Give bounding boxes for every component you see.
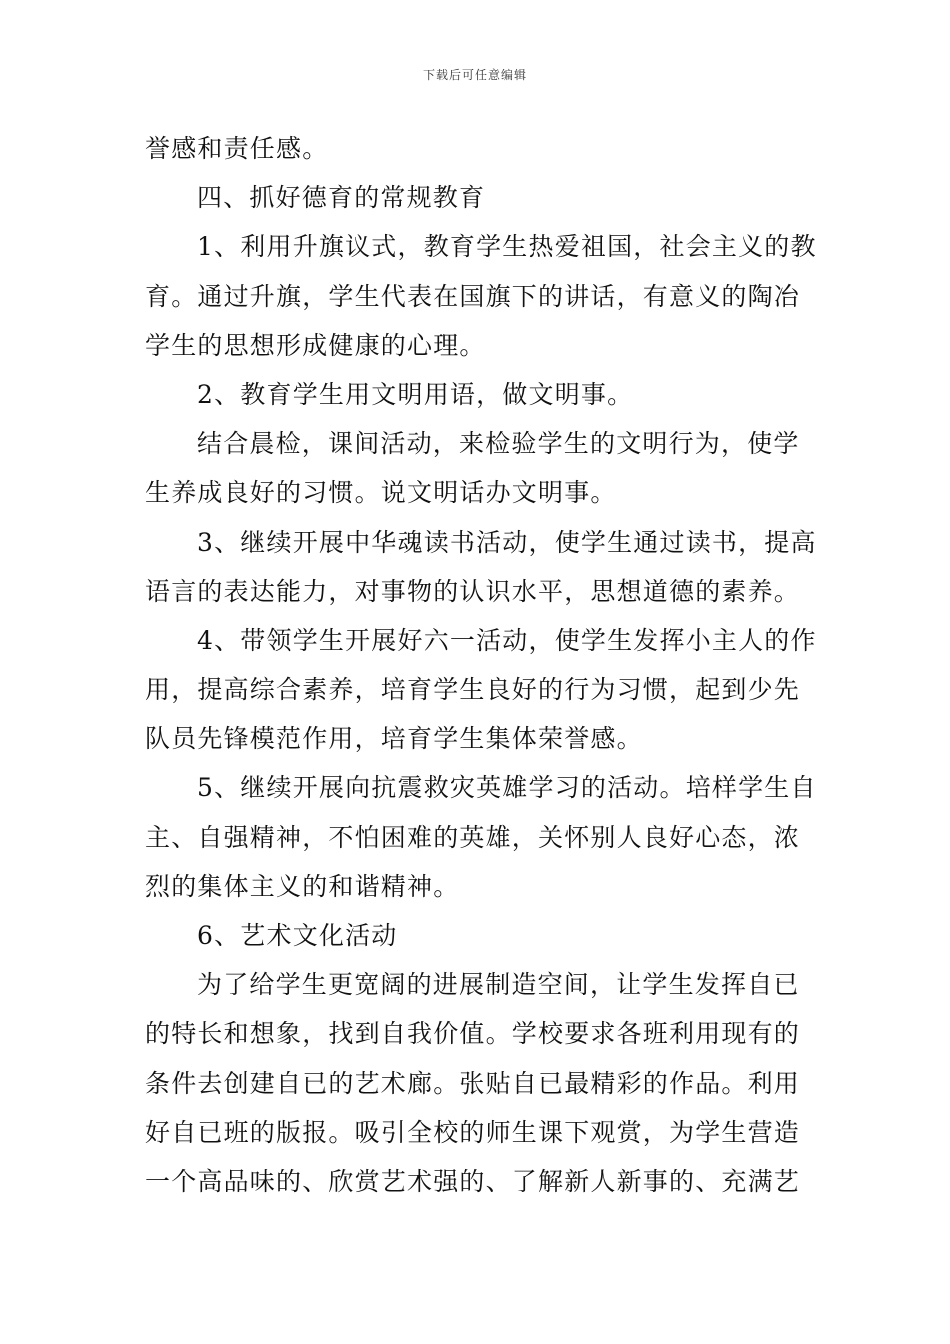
text-line: 3、继续开展中华魂读书活动，使学生通过读书，提高 <box>197 527 817 557</box>
text-line: 好自已班的版报。吸引全校的师生课下观赏，为学生营造 <box>145 1117 801 1147</box>
text-line: 四、抓好德育的常规教育 <box>197 183 486 213</box>
text-line: 学生的思想形成健康的心理。 <box>145 330 486 360</box>
text-line: 育。通过升旗，学生代表在国旗下的讲话，有意义的陶冶 <box>145 281 801 311</box>
text-line: 烈的集体主义的和谐精神。 <box>145 871 460 901</box>
text-line: 2、教育学生用文明用语，做文明事。 <box>197 379 634 409</box>
text-line: 语言的表达能力，对事物的认识水平，思想道德的素养。 <box>145 576 801 606</box>
text-line: 的特长和想象，找到自我价值。学校要求各班利用现有的 <box>145 1019 801 1049</box>
text-line: 6、艺术文化活动 <box>197 921 398 950</box>
text-line: 为了给学生更宽阔的进展制造空间，让学生发挥自已 <box>197 970 800 1000</box>
text-line: 结合晨检，课间活动，来检验学生的文明行为，使学 <box>197 429 800 459</box>
text-line: 5、继续开展向抗震救灾英雄学习的活动。培样学生自 <box>197 773 817 803</box>
text-line: 条件去创建自已的艺术廊。张贴自已最精彩的作品。利用 <box>145 1068 801 1098</box>
text-line: 用，提高综合素养，培育学生良好的行为习惯，起到少先 <box>145 675 801 705</box>
body-text <box>145 124 817 1206</box>
text-line: 生养成良好的习惯。说文明话办文明事。 <box>145 478 617 508</box>
text-line: 誉感和责任感。 <box>145 134 329 163</box>
text-line: 主、自强精神，不怕困难的英雄，关怀别人良好心态，浓 <box>145 822 801 852</box>
text-line: 1、利用升旗议式，教育学生热爱祖国，社会主义的教 <box>197 232 817 262</box>
header-note: 下载后可任意编辑 <box>422 68 527 82</box>
text-line: 4、带领学生开展好六一活动，使学生发挥小主人的作 <box>197 625 817 655</box>
text-line: 一个高品味的、欣赏艺术强的、了解新人新事的、充满艺 <box>145 1166 801 1196</box>
text-line: 队员先锋模范作用，培育学生集体荣誉感。 <box>145 724 643 754</box>
